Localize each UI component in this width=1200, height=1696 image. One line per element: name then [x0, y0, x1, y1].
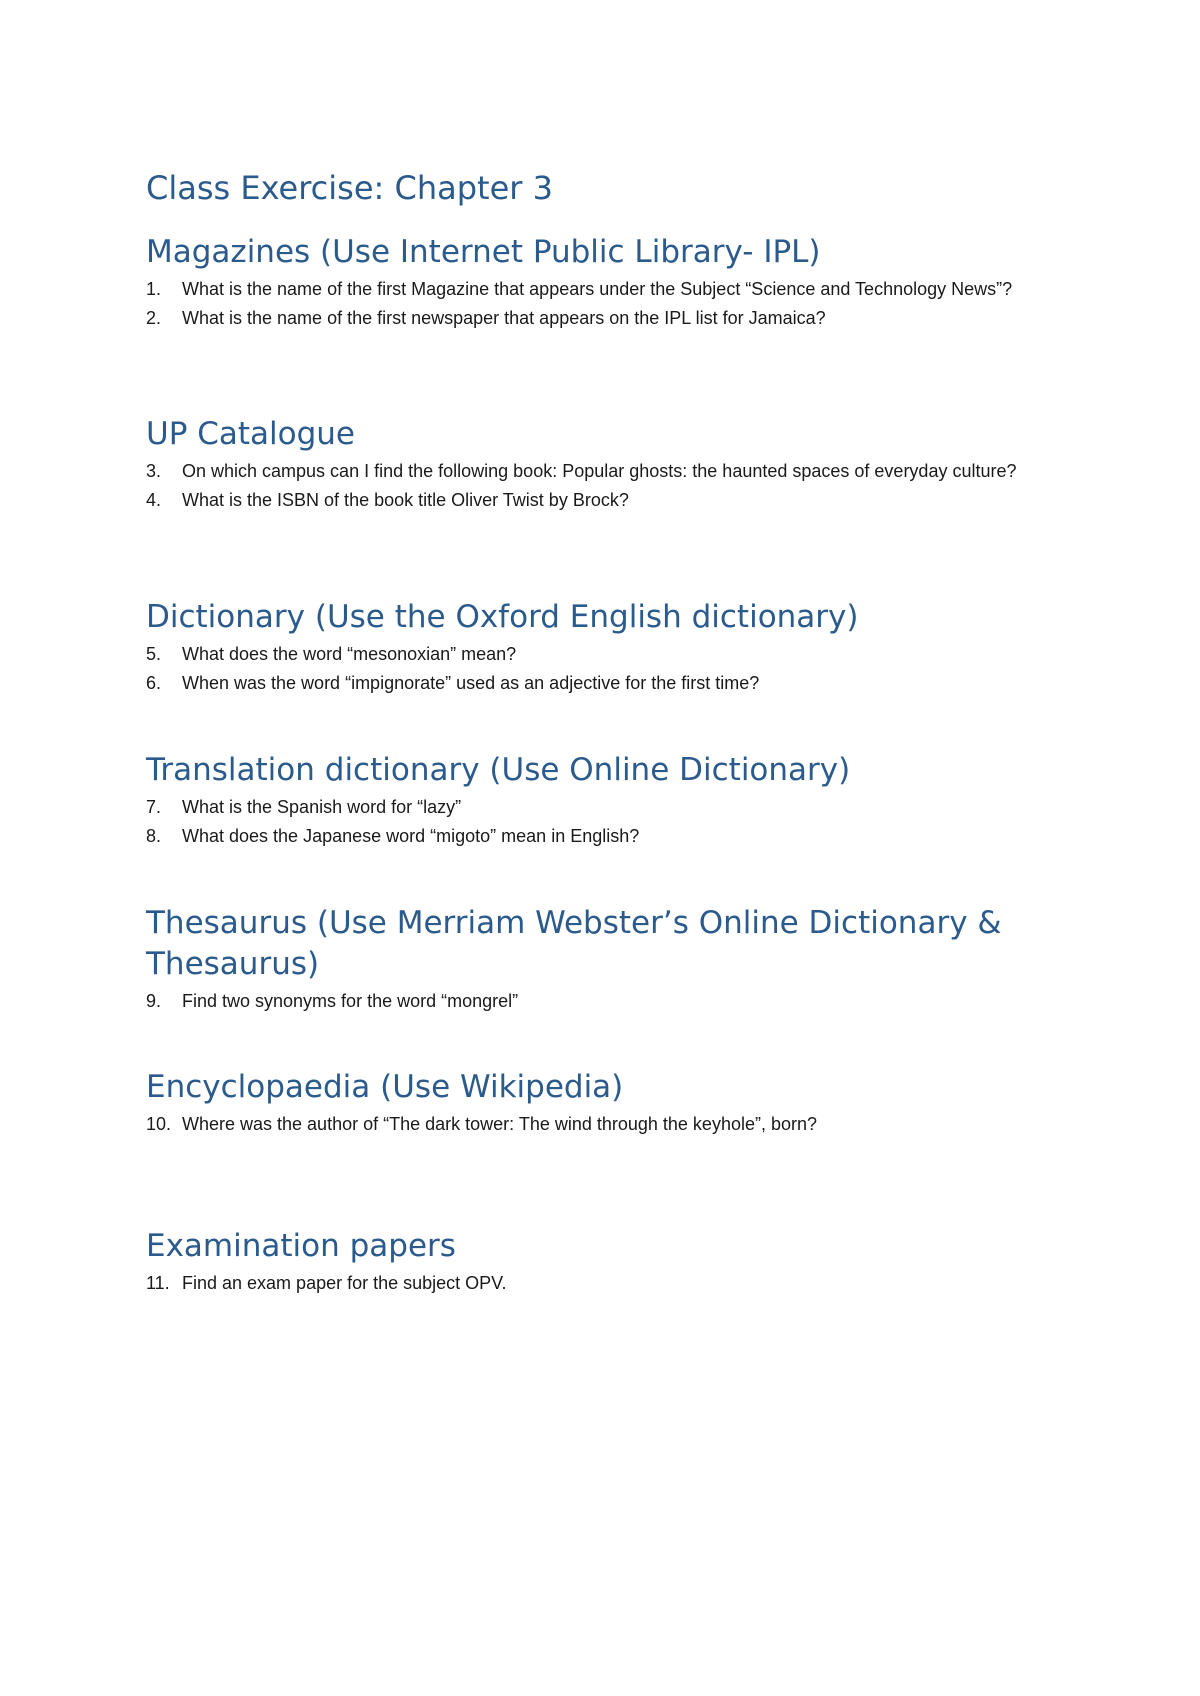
- question-number: 6.: [146, 673, 162, 693]
- section-heading: Translation dictionary (Use Online Dictionary): [146, 752, 851, 788]
- question-item: [146, 669, 1066, 698]
- question-list: [146, 275, 1066, 333]
- section-heading: Encyclopaedia (Use Wikipedia): [146, 1069, 624, 1105]
- section-heading: Thesaurus (Use Merriam Webster’s Online Dictionary & Thesaurus): [146, 905, 1002, 982]
- question-text: On which campus can I find the following book: Popular ghosts: the haunted spaces of everyday culture?: [182, 461, 1017, 481]
- question-item: [146, 640, 1066, 669]
- question-text: What does the Japanese word “migoto” mean in English?: [182, 826, 640, 846]
- question-text: Find an exam paper for the subject OPV.: [182, 1273, 507, 1293]
- question-text: Find two synonyms for the word “mongrel”: [182, 991, 519, 1011]
- question-number: 8.: [146, 826, 162, 846]
- question-number: 3.: [146, 461, 162, 481]
- question-list: [146, 457, 1066, 515]
- question-number: 2.: [146, 308, 162, 328]
- question-item: [146, 987, 1066, 1016]
- section-heading: Magazines (Use Internet Public Library- IPL): [146, 234, 821, 270]
- section-heading: Dictionary (Use the Oxford English dictionary): [146, 599, 859, 635]
- question-number: 7.: [146, 797, 162, 817]
- question-list: [146, 793, 1066, 851]
- question-number: 4.: [146, 490, 162, 510]
- question-number: 1.: [146, 279, 162, 299]
- question-item: [146, 1110, 1066, 1139]
- section-dictionary: [146, 597, 1066, 698]
- question-number: 9.: [146, 991, 162, 1011]
- question-list: [146, 1269, 1066, 1298]
- section-examination-papers: [146, 1226, 1066, 1298]
- section-heading: Examination papers: [146, 1228, 456, 1264]
- question-number: 10.: [146, 1114, 172, 1134]
- section-encyclopaedia: [146, 1067, 1066, 1139]
- question-item: [146, 822, 1066, 851]
- question-text: What does the word “mesonoxian” mean?: [182, 644, 517, 664]
- section-translation-dictionary: [146, 750, 1066, 851]
- question-text: What is the name of the first Magazine that appears under the Subject “Science and Technology News”?: [182, 279, 1013, 299]
- section-magazines: [146, 232, 1066, 333]
- question-item: [146, 486, 1066, 515]
- question-text: Where was the author of “The dark tower: The wind through the keyhole”, born?: [182, 1114, 818, 1134]
- question-number: 11.: [146, 1273, 170, 1293]
- question-text: What is the ISBN of the book title Oliver Twist by Brock?: [182, 490, 629, 510]
- question-item: [146, 275, 1066, 304]
- question-list: [146, 1110, 1066, 1139]
- section-thesaurus: [146, 903, 1066, 1016]
- question-item: [146, 304, 1066, 333]
- question-list: [146, 640, 1066, 698]
- question-item: [146, 457, 1066, 486]
- section-up-catalogue: [146, 414, 1066, 515]
- question-number: 5.: [146, 644, 162, 664]
- question-text: What is the Spanish word for “lazy”: [182, 797, 462, 817]
- question-list: [146, 987, 1066, 1016]
- question-text: When was the word “impignorate” used as an adjective for the first time?: [182, 673, 760, 693]
- question-item: [146, 1269, 1066, 1298]
- section-heading: UP Catalogue: [146, 416, 356, 452]
- question-text: What is the name of the first newspaper that appears on the IPL list for Jamaica?: [182, 308, 826, 328]
- page-title: Class Exercise: Chapter 3: [146, 169, 553, 207]
- question-item: [146, 793, 1066, 822]
